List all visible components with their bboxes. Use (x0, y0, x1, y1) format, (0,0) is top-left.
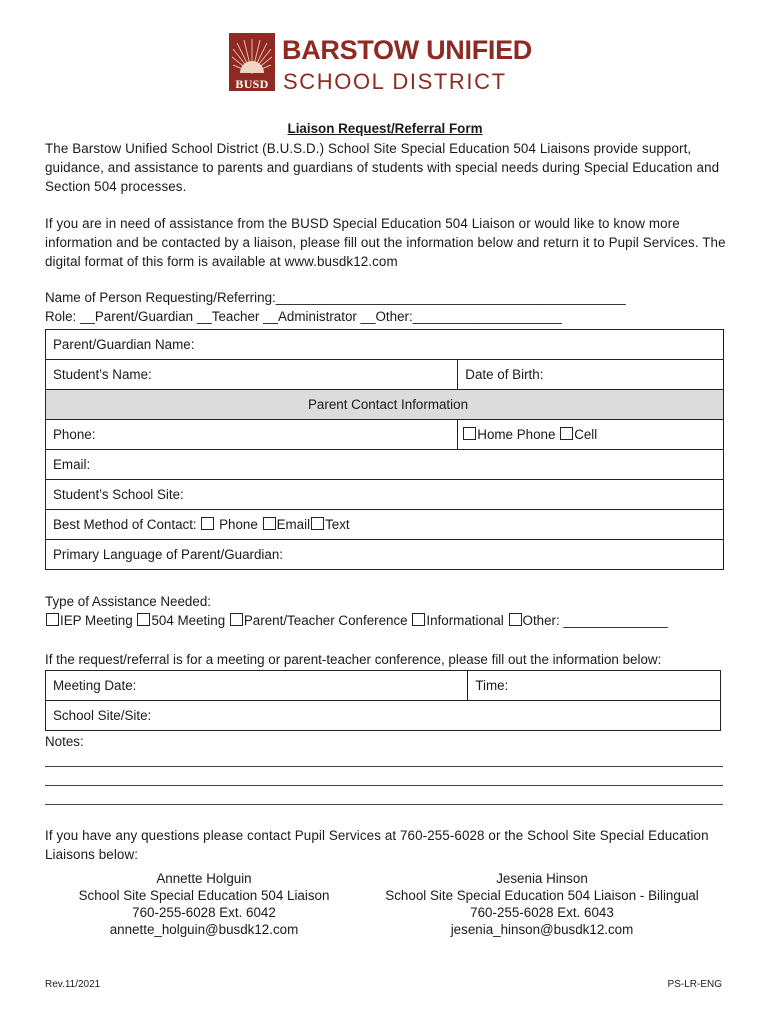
role-field[interactable]: Role: __Parent/Guardian __Teacher __Administrator __Other:____________________ (45, 309, 562, 324)
liaison-contact-1 (54, 870, 354, 938)
form-title: Liaison Request/Referral Form (287, 121, 483, 136)
informational-checkbox[interactable] (412, 613, 425, 626)
liaison-name: Jesenia Hinson (496, 871, 588, 886)
assistance-option: IEP Meeting (60, 613, 133, 628)
revision-date: Rev.11/2021 (45, 979, 101, 990)
email-field[interactable] (46, 450, 724, 480)
cell-label: Cell (574, 427, 598, 442)
meeting-site-field[interactable] (46, 701, 721, 731)
liaison-title: School Site Special Education 504 Liaison - Bilingual (385, 888, 699, 903)
meeting-table (45, 670, 721, 731)
meeting-time-field[interactable] (468, 671, 721, 701)
method-text-checkbox[interactable] (311, 517, 324, 530)
assistance-heading: Type of Assistance Needed: (45, 594, 211, 609)
liaison-phone: 760-255-6028 Ext. 6043 (470, 905, 614, 920)
liaison-email: jesenia_hinson@busdk12.com (450, 922, 634, 937)
phone-label: Phone: (53, 427, 96, 442)
form-code: PS-LR-ENG (667, 979, 722, 990)
student-name-field[interactable] (46, 360, 458, 390)
notes-line[interactable] (45, 785, 723, 786)
home-phone-label: Home Phone (477, 427, 556, 442)
meeting-date-field[interactable] (46, 671, 468, 701)
504-meeting-checkbox[interactable] (137, 613, 150, 626)
contact-method-label: Best Method of Contact: (53, 517, 197, 532)
assistance-options (45, 613, 668, 628)
dob-label: Date of Birth: (465, 367, 544, 382)
method-text-label: Text (325, 517, 350, 532)
language-label: Primary Language of Parent/Guardian: (53, 547, 284, 562)
contact-section-title: Parent Contact Information (307, 397, 469, 412)
assistance-option: 504 Meeting (151, 613, 226, 628)
method-phone-checkbox[interactable] (201, 517, 214, 530)
logo-badge-text: BUSD (235, 77, 269, 91)
method-email-checkbox[interactable] (263, 517, 276, 530)
notes-label: Notes: (45, 734, 84, 749)
questions-paragraph: If you have any questions please contact Pupil Services at 760-255-6028 or the School Site Special Education Liaisons below: (45, 828, 709, 862)
notes-line[interactable] (45, 804, 723, 805)
cell-checkbox[interactable] (560, 427, 573, 440)
liaison-name: Annette Holguin (156, 871, 252, 886)
contact-section-header (46, 390, 724, 420)
liaison-email: annette_holguin@busdk12.com (109, 922, 299, 937)
parent-name-field[interactable] (46, 330, 724, 360)
liaison-phone: 760-255-6028 Ext. 6042 (132, 905, 276, 920)
student-name-label: Student’s Name: (53, 367, 152, 382)
liaison-title: School Site Special Education 504 Liaison (78, 888, 330, 903)
iep-meeting-checkbox[interactable] (46, 613, 59, 626)
intro-paragraph: The Barstow Unified School District (B.U.S.D.) School Site Special Education 504 Liaisons provide support, guidance, and assistance to parents and guardians of students with special needs during Special Education and Section 504 processes. (45, 141, 720, 194)
school-site-label: Student’s School Site: (53, 487, 184, 502)
phone-type-field (458, 420, 724, 450)
instructions-paragraph: If you are in need of assistance from the BUSD Special Education 504 Liaison or would like to know more information and be contacted by a liaison, please fill out the information below and return it to Pupil Services. The digital format of this form is available at www.busdk12.com (45, 216, 726, 269)
meeting-date-label: Meeting Date: (53, 678, 137, 693)
phone-field[interactable] (46, 420, 458, 450)
district-name-line2: SCHOOL DISTRICT (283, 69, 507, 94)
assistance-option: Parent/Teacher Conference (243, 613, 408, 628)
district-logo (229, 33, 549, 97)
liaison-contact-2 (372, 870, 712, 938)
language-field[interactable] (46, 540, 724, 570)
other-checkbox[interactable] (509, 613, 522, 626)
method-email-label: Email (276, 517, 311, 532)
district-emblem (229, 33, 275, 91)
meeting-instructions: If the request/referral is for a meeting or parent-teacher conference, please fill out the information below: (45, 652, 662, 667)
parent-name-label: Parent/Guardian Name: (53, 337, 195, 352)
assistance-option: Other: ______________ (522, 613, 668, 628)
dob-field[interactable] (458, 360, 724, 390)
contact-method-field (46, 510, 724, 540)
method-phone-label: Phone (215, 517, 258, 532)
email-label: Email: (53, 457, 91, 472)
student-info-table (45, 329, 724, 570)
meeting-site-label: School Site/Site: (53, 708, 152, 723)
conference-checkbox[interactable] (230, 613, 243, 626)
notes-line[interactable] (45, 766, 723, 767)
requester-name-field[interactable]: Name of Person Requesting/Referring:_______________________________________________ (45, 290, 626, 305)
school-site-field[interactable] (46, 480, 724, 510)
home-phone-checkbox[interactable] (463, 427, 476, 440)
district-name-line1: BARSTOW UNIFIED (282, 35, 532, 65)
meeting-time-label: Time: (475, 678, 509, 693)
assistance-option: Informational (426, 613, 504, 628)
